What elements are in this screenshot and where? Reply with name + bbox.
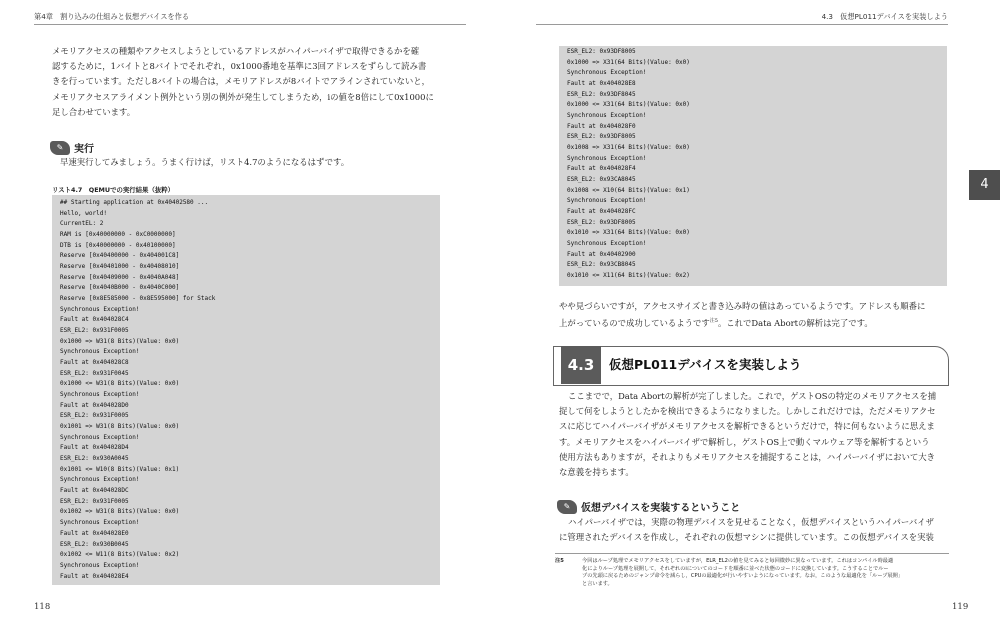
code-line: ESR_EL2: 0x93DF8005 xyxy=(567,48,636,55)
subsection-heading xyxy=(557,499,740,514)
code-line: Synchronous Exception! xyxy=(60,305,140,313)
code-line: Synchronous Exception! xyxy=(567,112,647,120)
section-line: 使用方法もありますが，それよりもメモリアクセスを捕捉することは，ハイパーバイザにおいて大き xyxy=(559,451,936,462)
code-line: ESR_EL2: 0x93DF8005 xyxy=(567,218,636,226)
intro-line: メモリアクセスアライメント例外という別の例外が発生してしまうため，iの値を8倍にして0x1000に xyxy=(52,91,434,102)
intro-line: 足し合わせています。 xyxy=(52,106,136,117)
code-line: CurrentEL: 2 xyxy=(60,220,104,228)
code-line: 0x1010 <= X11(64 Bits)(Value: 0x2) xyxy=(567,272,690,280)
section-title: 仮想PL011デバイスを実装しよう xyxy=(609,357,802,372)
code-line: Fault at 0x404028D4 xyxy=(60,444,129,452)
subsection-title: 仮想デバイスを実装するということ xyxy=(581,503,741,514)
footnote-rule xyxy=(555,553,949,554)
code-line: 0x1000 => W31(8 Bits)(Value: 0x0) xyxy=(60,337,180,345)
code-line: Fault at 0x404028DC xyxy=(60,487,129,495)
right-page-number: 119 xyxy=(952,602,969,612)
code-line: Fault at 0x404028E8 xyxy=(567,80,636,88)
footnote-line: と言います。 xyxy=(582,580,613,587)
after-code-line: やや見づらいですが，アクセスサイズと書き込み時の値はあっているようです。アドレスも順番に xyxy=(559,301,926,311)
code-line: Synchronous Exception! xyxy=(567,154,647,162)
code-line: Fault at 0x404028FC xyxy=(567,208,636,216)
footnote-line: 化によりループ処理を展開して，それぞれのiについてのコードを順番に並べた状態のコードに変換しています。こうすることでルー xyxy=(582,565,889,572)
code-listing-right xyxy=(559,46,947,286)
code-line: Fault at 0x404028F4 xyxy=(567,165,636,173)
section-paragraph xyxy=(559,389,951,480)
footnote-body xyxy=(582,558,948,588)
code-line: Synchronous Exception! xyxy=(567,69,647,77)
subsection-paragraph xyxy=(559,515,951,545)
code-line: Fault at 0x404028C4 xyxy=(60,316,129,324)
code-line: 0x1002 => W31(8 Bits)(Value: 0x0) xyxy=(60,508,180,516)
code-line: ## Starting application at 0x40402580 ... xyxy=(60,199,209,206)
intro-paragraph xyxy=(52,44,452,120)
run-heading-text: 実行 xyxy=(74,144,94,155)
code-line: DTB is [0x40000000 - 0x40100000] xyxy=(60,241,176,249)
section-line: す。メモリアクセスをハイパーバイザで解析し，ゲストOS上で動くマルウェア等を解析するという xyxy=(559,436,930,447)
code-line: Reserve [0x40409000 - 0x4040A048] xyxy=(60,273,180,281)
footnote-line: プの先頭に戻るためのジャンプ命令を減らし，CPUの最適化が行いやすいようになっています。なお，このような最適化を「ループ展開」 xyxy=(582,573,904,580)
subsection-line: に管理されたデバイスを作成し，それぞれの仮想マシンに提供しています。この仮想デバイスを実装 xyxy=(559,532,934,543)
code-line: 0x1008 <= X10(64 Bits)(Value: 0x1) xyxy=(567,186,690,194)
code-line: Reserve [0x8E585000 - 0x8E595000] for Stack xyxy=(60,295,216,303)
footnote-marker: 注5 xyxy=(709,318,718,325)
right-header-rule xyxy=(536,24,948,25)
code-line: ESR_EL2: 0x931F0005 xyxy=(60,497,129,505)
footnote-line: 今回はループ処理でメモリアクセスをしていますが，ELR_EL2の値を見てみると毎回微妙に異なっています。これはコンパイル時最適 xyxy=(582,558,894,564)
code-line: Synchronous Exception! xyxy=(567,240,647,248)
code-line: ESR_EL2: 0x930B0045 xyxy=(60,540,129,548)
code-line: 0x1001 => W31(8 Bits)(Value: 0x0) xyxy=(60,423,180,431)
code-line: ESR_EL2: 0x931F0005 xyxy=(60,327,129,335)
section-line: 捉して何をしようとしたかを検出できるようになりました。しかしこれだけでは，ただメモリアクセ xyxy=(559,406,936,417)
code-line: ESR_EL2: 0x93CA8045 xyxy=(567,176,636,184)
code-line: Hello, world! xyxy=(60,209,107,217)
code-line: Synchronous Exception! xyxy=(60,561,140,569)
chapter-tab: 4 xyxy=(969,170,1000,200)
wrench-icon: ✎ xyxy=(50,141,70,155)
wrench-icon: ✎ xyxy=(557,500,577,514)
code-line: 0x1002 <= W11(8 Bits)(Value: 0x2) xyxy=(60,551,180,559)
code-line: RAM is [0x40000000 - 0xC0000000] xyxy=(60,231,176,239)
code-line: Synchronous Exception! xyxy=(567,197,647,205)
code-line: Reserve [0x40401000 - 0x40408010] xyxy=(60,263,180,271)
code-line: Fault at 0x404028F0 xyxy=(567,122,636,130)
section-line: な意義を持ちます。 xyxy=(559,467,634,478)
code-line: Synchronous Exception! xyxy=(60,519,140,527)
code-line: Fault at 0x404028E4 xyxy=(60,572,129,580)
code-line: 0x1000 <= W31(8 Bits)(Value: 0x0) xyxy=(60,380,180,388)
intro-line: きを行っています。ただし8バイトの場合は，メモリアドレスが8バイトでアラインされていないと， xyxy=(52,76,430,87)
after-code-paragraph xyxy=(559,299,951,331)
code-line: Synchronous Exception! xyxy=(60,433,140,441)
code-line: ESR_EL2: 0x93DF8005 xyxy=(567,133,636,141)
code-line: Synchronous Exception! xyxy=(60,348,140,356)
code-line: 0x1000 <= X31(64 Bits)(Value: 0x0) xyxy=(567,101,690,109)
code-line: Fault at 0x404028C8 xyxy=(60,359,129,367)
code-line: Reserve [0x4040B000 - 0x4040C000] xyxy=(60,284,180,292)
section-number: 4.3 xyxy=(561,346,601,384)
run-heading xyxy=(50,140,94,155)
listing-caption: リスト4.7 QEMUでの実行結果（抜粋） xyxy=(52,186,175,194)
run-paragraph xyxy=(60,155,452,170)
section-line: スに応じてハイパーバイザがメモリアクセスを解析できるというだけで，特に何もないように思えま xyxy=(559,421,935,432)
left-header-rule xyxy=(34,24,466,25)
code-line: 0x1000 => X31(64 Bits)(Value: 0x0) xyxy=(567,58,690,66)
code-line: 0x1008 => X31(64 Bits)(Value: 0x0) xyxy=(567,144,690,152)
footnote-label: 注5 xyxy=(555,558,564,564)
code-line: ESR_EL2: 0x93CB8045 xyxy=(567,261,636,269)
code-line: Reserve [0x40400000 - 0x404001C8] xyxy=(60,252,180,260)
subsection-line: ハイパーバイザでは，実際の物理デバイスを見せることなく，仮想デバイスというハイパーバイザ xyxy=(568,517,934,527)
code-line: ESR_EL2: 0x931F0045 xyxy=(60,369,129,377)
after-code-line: 上がっているので成功しているようです$^{注5}$。これでData Abortの解析は完了です。 xyxy=(559,318,873,328)
code-listing-left xyxy=(52,195,440,585)
code-line: ESR_EL2: 0x93DF8045 xyxy=(567,90,636,98)
code-line: Synchronous Exception! xyxy=(60,476,140,484)
section-line: ここまでで，Data Abortの解析が完了しました。これで，ゲストOSの特定のメモリアクセスを捕 xyxy=(568,391,937,401)
code-line: ESR_EL2: 0x930A0045 xyxy=(60,455,129,463)
code-line: Fault at 0x404028E0 xyxy=(60,529,129,537)
code-line: Synchronous Exception! xyxy=(60,391,140,399)
code-line: 0x1010 => X31(64 Bits)(Value: 0x0) xyxy=(567,229,690,237)
left-running-head: 第4章 割り込みの仕組みと仮想デバイスを作る xyxy=(34,12,190,21)
left-page-number: 118 xyxy=(34,602,51,612)
code-line: 0x1001 <= W10(8 Bits)(Value: 0x1) xyxy=(60,465,180,473)
code-line: Fault at 0x404028D0 xyxy=(60,401,129,409)
intro-line: 認するために，1バイトと8バイトでそれぞれ，0x1000番地を基準に3回アドレスをずらして読み書 xyxy=(52,61,427,72)
intro-line: メモリアクセスの種類やアクセスしようとしているアドレスがハイパーバイザで取得できるかを確 xyxy=(52,46,420,56)
code-line: ESR_EL2: 0x931F0005 xyxy=(60,412,129,420)
run-line: 早速実行してみましょう。うまく行けば，リスト4.7のようになるはずです。 xyxy=(60,157,350,167)
right-running-head: 4.3 仮想PL011デバイスを実装しよう xyxy=(821,12,948,21)
code-line: Fault at 0x40402900 xyxy=(567,250,636,258)
